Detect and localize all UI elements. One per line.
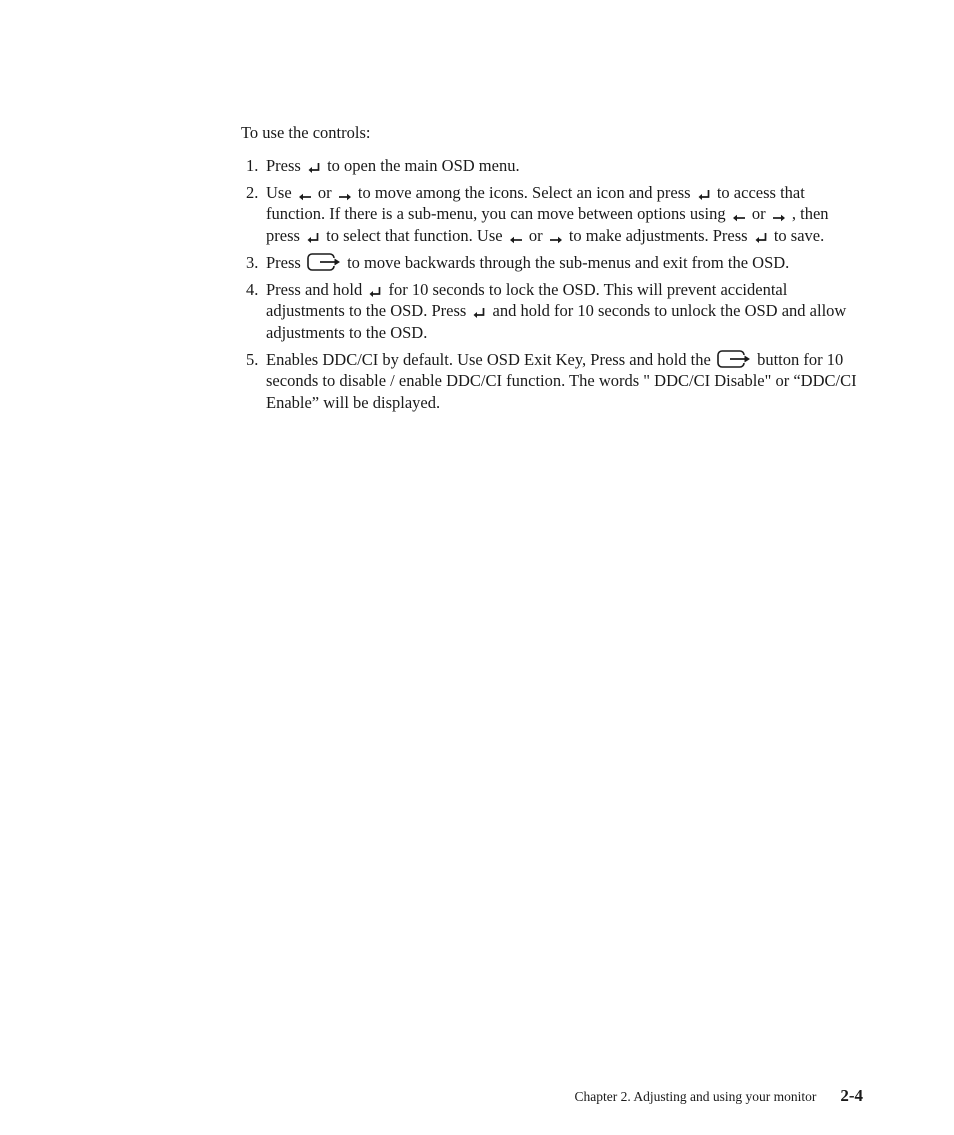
step-4 (241, 279, 861, 344)
step-text: Press (266, 155, 301, 175)
enter-icon (368, 285, 382, 299)
step-text: Press (266, 252, 301, 272)
right-arrow-icon (549, 231, 563, 245)
exit-icon (717, 349, 751, 369)
step-text: button for 10 seconds to disable / enable DDC/CI function. The words " DDC/CI Disable" or “DDC/CI Enable” will be displayed. (266, 349, 857, 412)
step-text: Enables DDC/CI by default. Use OSD Exit Key, Press and hold the (266, 349, 711, 369)
step-5 (241, 349, 861, 414)
step-text: to save. (773, 225, 825, 245)
step-2 (241, 182, 861, 247)
step-text: Press and hold (266, 279, 363, 299)
step-text: for 10 seconds to lock the OSD. This will prevent accidental adjustments to the OSD. Press (266, 279, 788, 320)
left-arrow-icon (298, 188, 312, 202)
enter-icon (754, 231, 768, 245)
step-number: 4. (246, 279, 259, 299)
left-arrow-icon (732, 209, 746, 223)
step-text: or (317, 182, 332, 202)
step-text: to select that function. Use (326, 225, 503, 245)
steps-list (241, 155, 861, 414)
step-number: 2. (246, 182, 259, 202)
step-text: , then press (266, 204, 829, 245)
page-number: 2-4 (840, 1086, 863, 1105)
step-1 (241, 155, 861, 177)
intro-text: To use the controls: (241, 123, 371, 142)
step-number: 3. (246, 252, 259, 272)
step-text: or (528, 225, 543, 245)
step-3 (241, 252, 861, 274)
step-text: to make adjustments. Press (568, 225, 748, 245)
enter-icon (697, 188, 711, 202)
right-arrow-icon (338, 188, 352, 202)
enter-icon (472, 306, 486, 320)
step-text: to access that function. If there is a sub-menu, you can move between options using (266, 182, 805, 223)
step-number: 5. (246, 349, 259, 369)
step-text: Use (266, 182, 292, 202)
enter-icon (307, 161, 321, 175)
step-number: 1. (246, 155, 259, 175)
step-text: and hold for 10 seconds to unlock the OSD and allow adjustments to the OSD. (266, 301, 847, 342)
chapter-title: Chapter 2. Adjusting and using your monitor (574, 1089, 817, 1104)
page-footer (574, 1086, 863, 1106)
step-text: to open the main OSD menu. (327, 155, 520, 175)
step-text: to move backwards through the sub-menus and exit from the OSD. (347, 252, 790, 272)
left-arrow-icon (509, 231, 523, 245)
right-arrow-icon (772, 209, 786, 223)
step-text: or (751, 204, 766, 223)
instructions (241, 122, 861, 419)
exit-icon (307, 252, 341, 272)
step-text: to move among the icons. Select an icon and press (357, 182, 691, 202)
enter-icon (306, 231, 320, 245)
